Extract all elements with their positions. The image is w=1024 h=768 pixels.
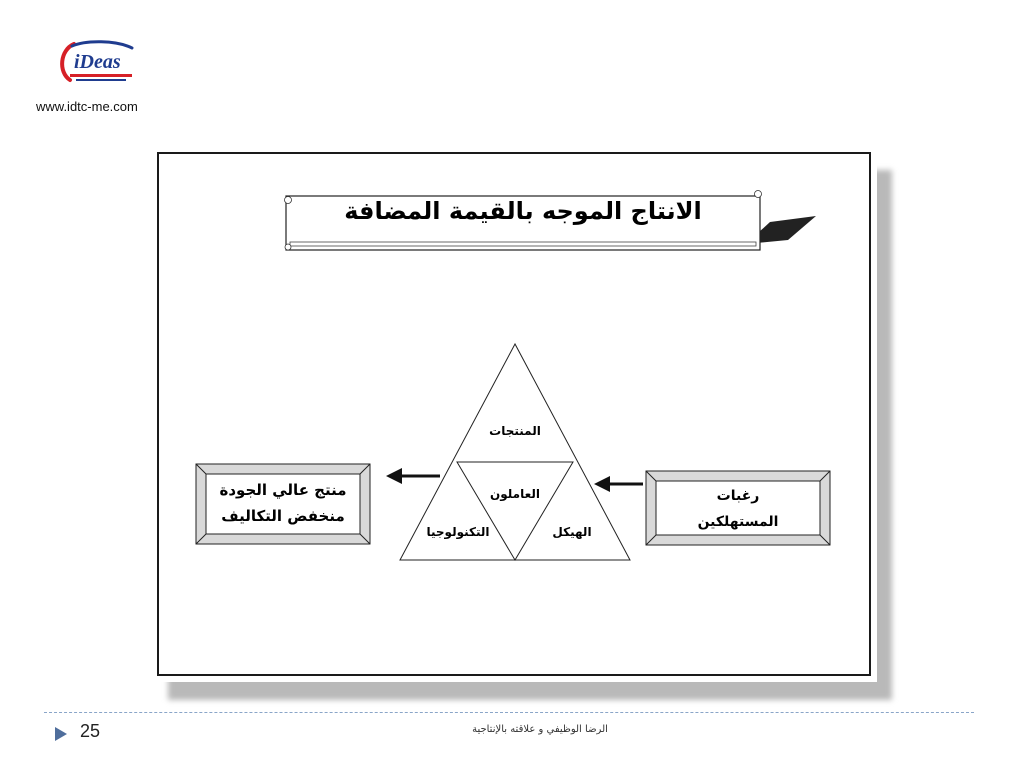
triangle-label-bottom-right: الهيكل <box>552 525 592 539</box>
output-line-2: منخفض التكاليف <box>221 507 345 525</box>
arrow-from-input <box>594 476 643 492</box>
triangle-label-top: المنتجات <box>489 424 541 438</box>
website-url[interactable]: www.idtc-me.com <box>36 99 138 114</box>
arrow-to-output <box>386 468 440 484</box>
logo-text: iDeas <box>74 51 121 73</box>
footer-text: الرضا الوظيفي و علاقته بالإنتاجية <box>472 724 608 735</box>
triangle-label-center: العاملون <box>490 487 540 501</box>
input-line-2: المستهلكين <box>697 514 779 530</box>
input-line-1: رغبات <box>716 488 760 504</box>
page-number: 25 <box>80 721 101 741</box>
triangle-label-bottom-left: التكنولوجيا <box>426 525 490 539</box>
play-arrow-icon <box>52 725 70 743</box>
scroll-curl-right <box>755 191 762 198</box>
output-box-text <box>206 477 360 529</box>
scroll-curl-left <box>285 197 292 204</box>
input-box-text <box>656 483 820 535</box>
footer-divider <box>44 712 974 713</box>
diagram-title: الانتاج الموجه بالقيمة المضافة <box>344 197 702 225</box>
output-line-1: منتج عالي الجودة <box>219 481 347 499</box>
